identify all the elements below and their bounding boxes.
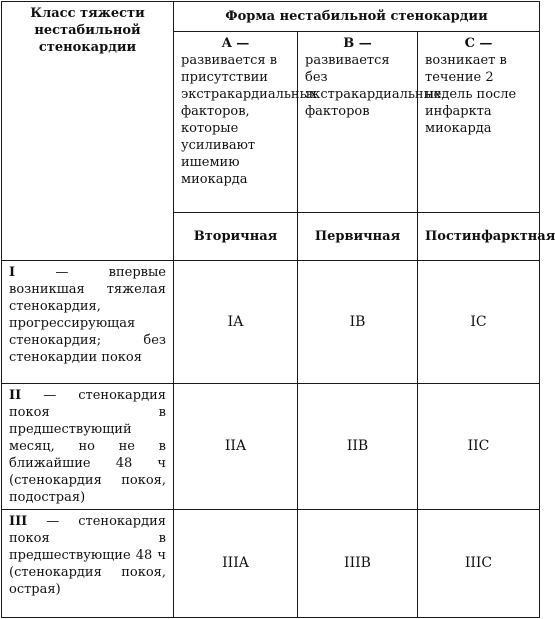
table-cell: IC: [418, 261, 540, 384]
table-cell: IA: [174, 261, 298, 384]
row-numeral: III: [9, 514, 28, 529]
column-c-desc: возникает в течение 2 недель после инфаркта миокарда: [425, 53, 517, 136]
column-b-desc: развивается без экстракардиальных факторов: [305, 53, 442, 119]
column-c-type: Постинфарктная: [418, 213, 540, 261]
row-desc: — стенокардия покоя в предшествующий месяц, но не в ближайшие 48 ч (стенокардия покоя, подострая): [9, 388, 166, 505]
table-row: [2, 384, 540, 510]
column-c-letter: C —: [464, 36, 493, 51]
row-desc: — впервые возникшая тяжелая стенокардия, прогрессирующая стенокардия; без стенокардии покоя: [9, 265, 166, 365]
table-cell: IIIC: [418, 510, 540, 618]
classification-table: [1, 1, 555, 618]
column-b-letter: B —: [343, 36, 372, 51]
column-c-definition: [418, 32, 540, 213]
row-label: [2, 384, 174, 510]
column-b-definition: [298, 32, 442, 213]
table-cell: IIA: [174, 384, 298, 510]
table-cell: IIIA: [174, 510, 298, 618]
column-a-letter: A —: [221, 36, 250, 51]
row-label: [2, 261, 174, 384]
table-cell: IIIB: [298, 510, 418, 618]
row-numeral: I: [9, 265, 16, 280]
column-a-desc: развивается в присутствии экстракардиальных факторов, которые усиливают ишемию миокарда: [181, 53, 318, 187]
row-numeral: II: [9, 388, 22, 403]
table-cell: IB: [298, 261, 418, 384]
header-form-label: Форма нестабильной стенокардии: [174, 2, 540, 32]
column-b-type: Первичная: [298, 213, 418, 261]
table-cell: IIC: [418, 384, 540, 510]
column-a-definition: [174, 32, 318, 213]
row-desc: — стенокардия покоя в предшествующие 48 ч (стенокардия покоя, острая): [9, 514, 166, 597]
row-label: [2, 510, 174, 618]
table-row: [2, 261, 540, 384]
column-a-type: Вторичная: [174, 213, 298, 261]
table-cell: IIB: [298, 384, 418, 510]
header-class-label: Класс тяжести нестабильной стенокардии: [2, 2, 174, 261]
table-row: [2, 510, 540, 618]
